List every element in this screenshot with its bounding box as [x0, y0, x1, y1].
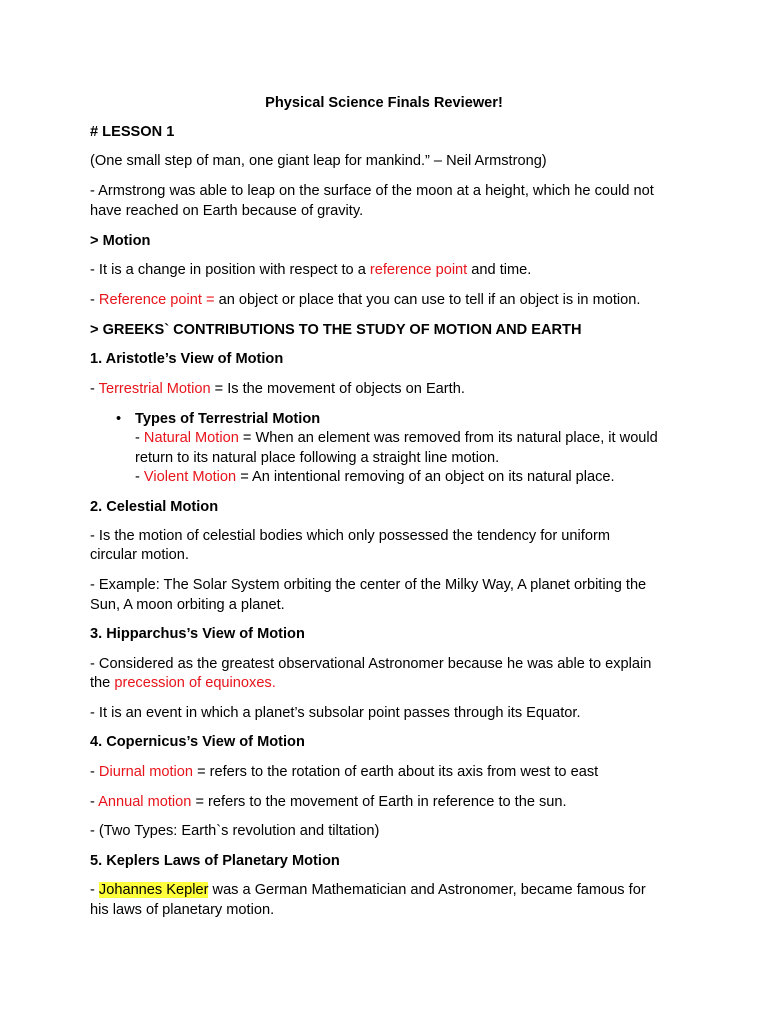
reference-point-term: reference point — [369, 262, 468, 278]
diurnal-motion-term: Diurnal motion — [98, 764, 194, 780]
natural-text: = When an element was removed from its natural place, it would — [238, 430, 658, 446]
diurnal-dash: - — [90, 764, 99, 780]
hipparchus-text-line2 — [90, 673, 276, 693]
hipparchus-heading: 3. Hipparchus’s View of Motion — [90, 626, 305, 642]
terrestrial-text: = Is the movement of objects on Earth. — [210, 381, 465, 397]
reference-point-definition — [90, 290, 640, 310]
annual-dash: - — [90, 794, 99, 810]
motion-heading: > Motion — [90, 233, 151, 249]
document-title: Physical Science Finals Reviewer! — [265, 95, 503, 111]
kepler-text-line2: his laws of planetary motion. — [90, 902, 275, 918]
kepler-text: was a German Mathematician and Astronomer, became famous for — [208, 882, 646, 898]
violent-motion-definition — [135, 467, 615, 487]
armstrong-text-line2: have reached on Earth because of gravity. — [90, 203, 364, 219]
natural-dash: - — [135, 430, 144, 446]
celestial-text-line2: circular motion. — [90, 547, 189, 563]
reference-point-label: Reference point = — [98, 292, 215, 308]
aristotle-heading: 1. Aristotle’s View of Motion — [90, 351, 284, 367]
armstrong-text-line1: - Armstrong was able to leap on the surface of the moon at a height, which he could not — [90, 183, 654, 199]
equator-event-text: - It is an event in which a planet’s subsolar point passes through its Equator. — [90, 705, 581, 721]
refpoint-text: an object or place that you can use to tell if an object is in motion. — [214, 292, 641, 308]
lesson-heading: # LESSON 1 — [90, 124, 175, 140]
diurnal-motion-definition — [90, 762, 598, 782]
johannes-kepler-highlight: Johannes Kepler — [98, 882, 209, 898]
greeks-heading: > GREEKS` CONTRIBUTIONS TO THE STUDY OF MOTION AND EARTH — [90, 322, 582, 338]
annual-motion-term: Annual motion — [98, 794, 192, 810]
example-line1: - Example: The Solar System orbiting the center of the Milky Way, A planet orbiting the — [90, 577, 647, 593]
terrestrial-dash: - — [90, 381, 99, 397]
annual-motion-definition — [90, 792, 567, 812]
hipp-the: the — [90, 675, 115, 691]
kepler-heading: 5. Keplers Laws of Planetary Motion — [90, 853, 340, 869]
copernicus-heading: 4. Copernicus’s View of Motion — [90, 734, 305, 750]
terrestrial-motion-definition — [90, 379, 465, 399]
kepler-dash: - — [90, 882, 99, 898]
example-line2: Sun, A moon orbiting a planet. — [90, 597, 285, 613]
two-types-text: - (Two Types: Earth`s revolution and tiltation) — [90, 823, 380, 839]
terrestrial-motion-term: Terrestrial Motion — [98, 381, 211, 397]
annual-text: = refers to the movement of Earth in reference to the sun. — [191, 794, 567, 810]
bullet-icon: • — [116, 411, 122, 427]
precession-term: precession of equinoxes. — [114, 675, 276, 691]
motion-definition — [90, 260, 531, 280]
armstrong-quote: (One small step of man, one giant leap for mankind.” – Neil Armstrong) — [90, 153, 547, 169]
types-terrestrial-heading: Types of Terrestrial Motion — [135, 411, 321, 427]
violent-motion-term: Violent Motion — [143, 469, 237, 485]
kepler-text-line1 — [90, 880, 646, 900]
violent-text: = An intentional removing of an object on its natural place. — [236, 469, 615, 485]
hipparchus-text-line1: - Considered as the greatest observational Astronomer because he was able to explain — [90, 656, 652, 672]
diurnal-text: = refers to the rotation of earth about its axis from west to east — [193, 764, 599, 780]
refpoint-dash: - — [90, 292, 99, 308]
natural-motion-term: Natural Motion — [143, 430, 239, 446]
natural-motion-line2: return to its natural place following a straight line motion. — [135, 450, 500, 466]
natural-motion-definition — [135, 428, 658, 448]
motion-def-text-end: and time. — [467, 262, 532, 278]
celestial-heading: 2. Celestial Motion — [90, 499, 219, 515]
celestial-text-line1: - Is the motion of celestial bodies which only possessed the tendency for uniform — [90, 528, 610, 544]
violent-dash: - — [135, 469, 144, 485]
motion-def-text: - It is a change in position with respect to a — [90, 262, 370, 278]
